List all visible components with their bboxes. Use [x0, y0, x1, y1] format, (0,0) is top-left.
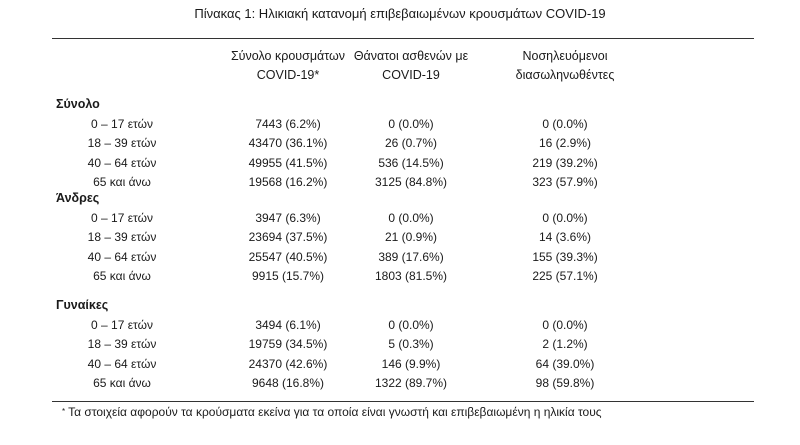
cases-cell: 7443 (6.2%): [255, 116, 321, 131]
age-cell: 40 – 64 ετών: [87, 249, 157, 264]
column-header-intubated-line1: Νοσηλευόμενοι: [522, 49, 608, 63]
age-cell: 40 – 64 ετών: [87, 155, 157, 170]
table-row: [0, 209, 800, 228]
cases-cell: 19759 (34.5%): [248, 337, 328, 352]
age-cell: 18 – 39 ετών: [87, 230, 157, 245]
table-row: [0, 374, 800, 393]
table-row: [0, 248, 800, 267]
deaths-cell: 146 (9.9%): [381, 356, 441, 371]
column-header-cases-line2: COVID-19*: [256, 68, 320, 82]
age-cell: 0 – 17 ετών: [91, 116, 153, 131]
age-cell: 65 και άνω: [93, 376, 151, 391]
cases-cell: 9648 (16.8%): [251, 376, 325, 391]
table-row: [0, 115, 800, 134]
cases-cell: 24370 (42.6%): [248, 356, 328, 371]
column-header-deaths-line1: Θάνατοι ασθενών με: [353, 49, 469, 63]
intubated-cell: 2 (1.2%): [542, 337, 588, 352]
table-row: [0, 355, 800, 374]
table-row: [0, 267, 800, 286]
deaths-cell: 3125 (84.8%): [374, 175, 448, 190]
intubated-cell: 323 (57.9%): [532, 175, 598, 190]
deaths-cell: 1322 (89.7%): [374, 376, 448, 391]
cases-cell: 3494 (6.1%): [255, 317, 321, 332]
column-header-cases: [218, 47, 358, 85]
cases-cell: 9915 (15.7%): [251, 269, 325, 284]
table-row: [0, 134, 800, 153]
table-row: [0, 228, 800, 247]
age-cell: 40 – 64 ετών: [87, 356, 157, 371]
group-header-row: [0, 189, 800, 208]
column-header-deaths-line2: COVID-19: [382, 68, 440, 82]
intubated-cell: 16 (2.9%): [538, 136, 592, 151]
deaths-cell: 1803 (81.5%): [374, 269, 448, 284]
group-label: Γυναίκες: [56, 298, 109, 312]
group-label: Σύνολο: [56, 97, 100, 111]
intubated-cell: 0 (0.0%): [542, 116, 588, 131]
age-cell: 0 – 17 ετών: [91, 210, 153, 225]
deaths-cell: 21 (0.9%): [384, 230, 438, 245]
table-title: Πίνακας 1: Ηλικιακή κατανομή επιβεβαιωμένων κρουσμάτων COVID-19: [194, 6, 606, 21]
cases-cell: 23694 (37.5%): [248, 230, 328, 245]
intubated-cell: 0 (0.0%): [542, 317, 588, 332]
deaths-cell: 0 (0.0%): [388, 116, 434, 131]
intubated-cell: 225 (57.1%): [532, 269, 598, 284]
group-label: Άνδρες: [56, 191, 100, 205]
age-cell: 18 – 39 ετών: [87, 136, 157, 151]
cases-cell: 49955 (41.5%): [248, 155, 328, 170]
age-cell: 65 και άνω: [93, 175, 151, 190]
footnote-marker: *: [62, 407, 66, 416]
cases-cell: 3947 (6.3%): [255, 210, 321, 225]
cases-cell: 25547 (40.5%): [248, 249, 328, 264]
table-row: [0, 335, 800, 354]
age-cell: 0 – 17 ετών: [91, 317, 153, 332]
deaths-cell: 0 (0.0%): [388, 210, 434, 225]
intubated-cell: 219 (39.2%): [532, 155, 598, 170]
column-header-cases-line1: Σύνολο κρουσμάτων: [230, 49, 346, 63]
deaths-cell: 26 (0.7%): [384, 136, 438, 151]
group-header-row: [0, 296, 800, 315]
intubated-cell: 14 (3.6%): [538, 230, 592, 245]
footnote: [62, 404, 602, 420]
footnote-text: Τα στοιχεία αφορούν τα κρούσματα εκείνα για τα οποία είναι γνωστή και επιβεβαιωμένη η ηλικία τους: [68, 405, 602, 419]
table-row: [0, 316, 800, 335]
column-header-deaths: [352, 47, 470, 85]
intubated-cell: 64 (39.0%): [535, 356, 595, 371]
table-row: [0, 154, 800, 173]
group-header-row: [0, 95, 800, 114]
age-cell: 65 και άνω: [93, 269, 151, 284]
column-header-intubated: [502, 47, 628, 85]
deaths-cell: 389 (17.6%): [378, 249, 444, 264]
column-header-intubated-line2: διασωληνωθέντες: [515, 68, 615, 82]
cases-cell: 43470 (36.1%): [248, 136, 328, 151]
top-rule: [52, 38, 754, 39]
cases-cell: 19568 (16.2%): [248, 175, 328, 190]
intubated-cell: 0 (0.0%): [542, 210, 588, 225]
deaths-cell: 536 (14.5%): [378, 155, 444, 170]
deaths-cell: 5 (0.3%): [388, 337, 434, 352]
intubated-cell: 155 (39.3%): [532, 249, 598, 264]
intubated-cell: 98 (59.8%): [535, 376, 595, 391]
deaths-cell: 0 (0.0%): [388, 317, 434, 332]
bottom-rule: [52, 401, 754, 402]
age-cell: 18 – 39 ετών: [87, 337, 157, 352]
